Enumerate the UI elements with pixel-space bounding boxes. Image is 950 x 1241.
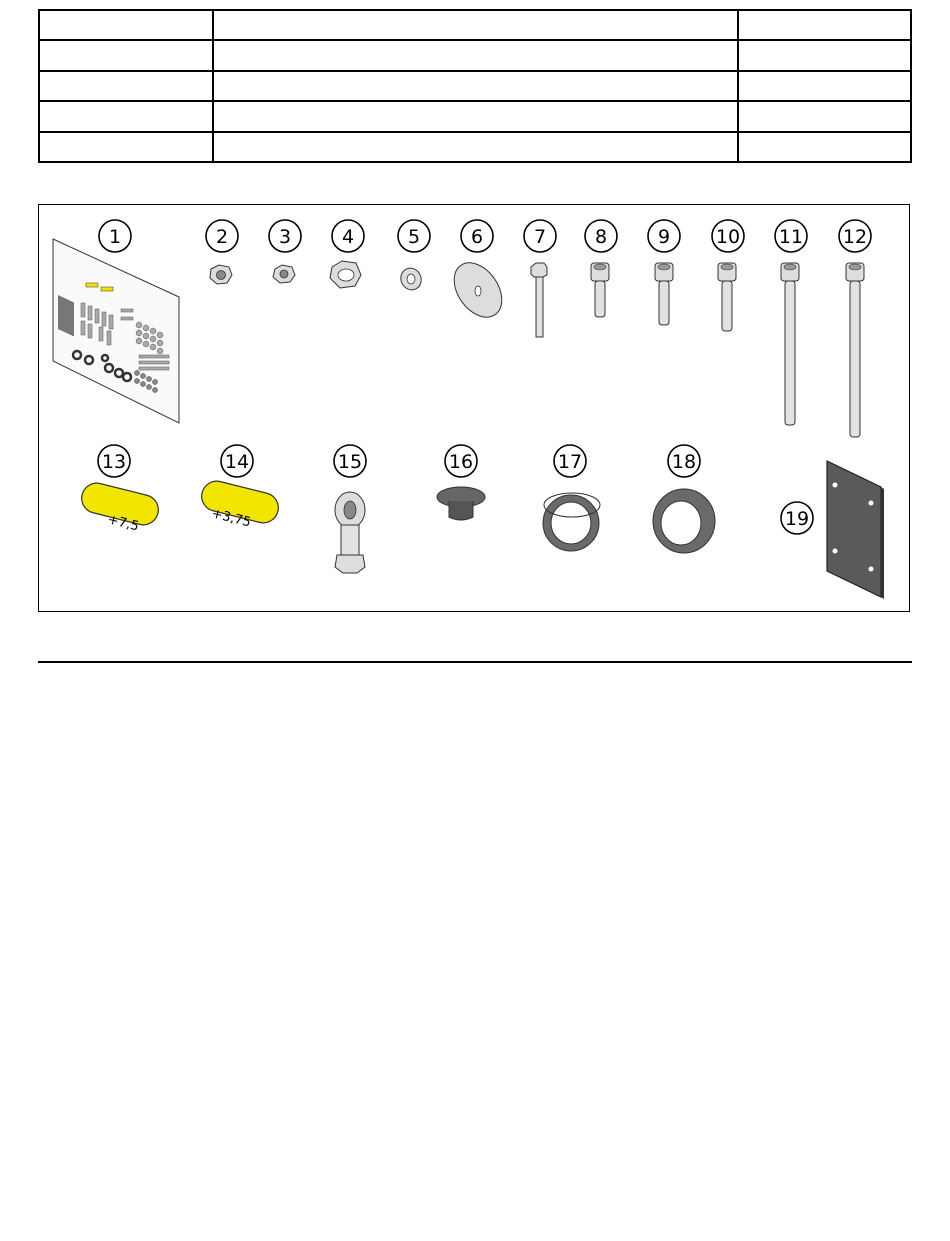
table-cell	[39, 10, 213, 40]
table-cell	[213, 40, 738, 70]
callout-number-7: 7	[533, 226, 547, 248]
bushing-ring-narrow-image	[543, 493, 600, 551]
table-cell	[39, 40, 213, 70]
callout-number-11: 11	[778, 226, 804, 248]
cap-screw-long-image	[846, 263, 864, 437]
parts-illustration	[39, 205, 909, 611]
table-cell	[39, 71, 213, 101]
callout-number-9: 9	[657, 226, 671, 248]
table-row	[39, 40, 911, 70]
callout-number-15: 15	[337, 451, 363, 473]
parts-table	[38, 9, 912, 163]
cap-screw-image	[718, 263, 736, 331]
table-cell	[213, 132, 738, 162]
table-cell	[213, 10, 738, 40]
washer-large-image	[444, 254, 511, 326]
spacer-13-label: +7,5	[106, 512, 141, 535]
table-row	[39, 10, 911, 40]
spacer-3-75-image	[199, 478, 282, 531]
callout-number-4: 4	[341, 226, 355, 248]
table-cell	[738, 101, 911, 131]
table-cell	[738, 132, 911, 162]
cap-screw-long-image	[781, 263, 799, 425]
callout-number-1: 1	[108, 226, 122, 248]
callout-number-19: 19	[784, 508, 810, 530]
table-cell	[213, 71, 738, 101]
table-cell	[39, 132, 213, 162]
hardware-kit-sheet-image	[53, 239, 179, 423]
cap-plug-image	[437, 487, 485, 520]
table-cell	[738, 10, 911, 40]
callout-number-13: 13	[101, 451, 127, 473]
callout-number-2: 2	[215, 226, 229, 248]
bushing-ring-wide-image	[653, 489, 715, 553]
parts-illustration-panel	[38, 204, 910, 612]
callout-number-6: 6	[470, 226, 484, 248]
table-cell	[738, 71, 911, 101]
callout-number-8: 8	[594, 226, 608, 248]
hex-nut-small-image	[273, 265, 295, 283]
table-row	[39, 101, 911, 131]
callout-number-10: 10	[715, 226, 741, 248]
mounting-plate-image	[827, 461, 884, 599]
table-cell	[39, 101, 213, 131]
callout-number-16: 16	[448, 451, 474, 473]
rod-end-image	[335, 492, 365, 573]
hex-bolt-image	[531, 263, 547, 337]
callout-number-12: 12	[842, 226, 868, 248]
spacer-14-label: +3,75	[210, 506, 253, 531]
table-cell	[213, 101, 738, 131]
table-row	[39, 132, 911, 162]
spacer-7-5-image	[79, 480, 162, 535]
lock-nut-small-image	[210, 265, 232, 284]
callout-number-3: 3	[278, 226, 292, 248]
cap-screw-image	[591, 263, 609, 317]
washer-small-image	[397, 265, 424, 293]
table-cell	[738, 40, 911, 70]
callout-number-17: 17	[557, 451, 583, 473]
callout-number-14: 14	[224, 451, 250, 473]
callout-number-18: 18	[671, 451, 697, 473]
cap-screw-image	[655, 263, 673, 325]
hex-nut-large-image	[330, 261, 361, 288]
horizontal-rule	[38, 661, 912, 663]
callout-number-5: 5	[407, 226, 421, 248]
table-row	[39, 71, 911, 101]
